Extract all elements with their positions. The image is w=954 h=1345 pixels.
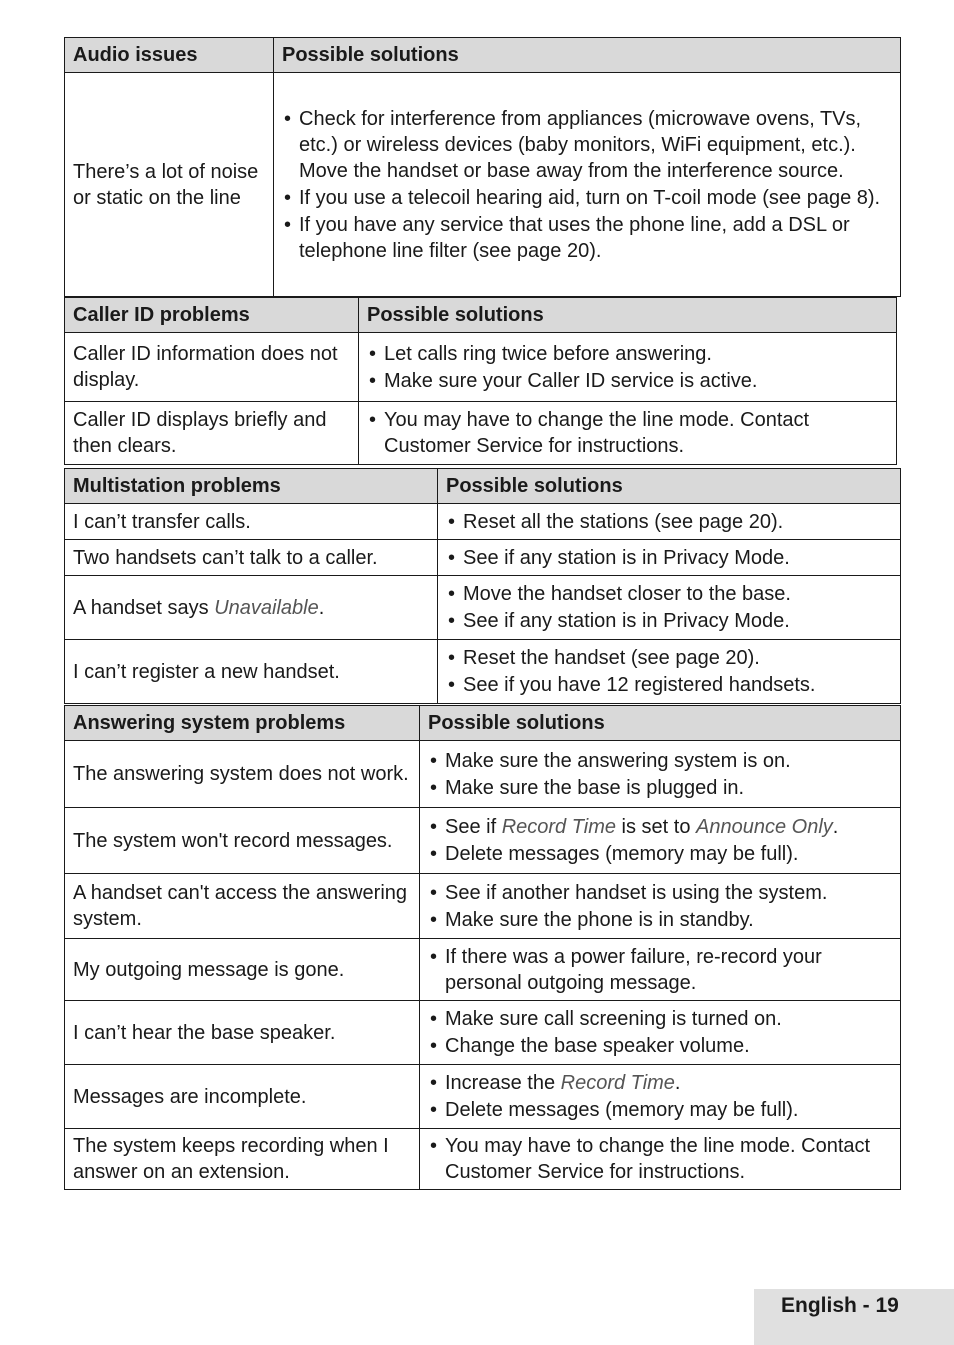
solution-text-end: .: [832, 816, 839, 838]
page-number-label: English - 19: [781, 1294, 899, 1317]
problem-cell: The system keeps recording when I answer on an extension.: [65, 1129, 420, 1190]
audio-issues-table: [64, 37, 901, 297]
solutions-list: [428, 814, 892, 867]
table-row: [65, 939, 901, 1001]
solutions-list: [428, 1133, 892, 1185]
solution-item: • Reset all the stations (see page 20).: [446, 509, 892, 535]
solution-item: • Delete messages (memory may be full).: [428, 1097, 892, 1123]
solution-item: • If there was a power failure, re-record your personal outgoing message.: [428, 944, 892, 996]
table-header-row: [65, 298, 897, 333]
problem-cell: Two handsets can’t talk to a caller.: [65, 540, 438, 576]
solutions-cell: [420, 1001, 901, 1065]
solutions-column-header: Possible solutions: [420, 706, 901, 741]
table-row: [65, 874, 901, 939]
solutions-cell: [438, 540, 901, 576]
table-row: [65, 640, 901, 704]
solutions-list: [282, 106, 892, 264]
solutions-list: [428, 944, 892, 996]
table-row: [65, 576, 901, 640]
problem-cell: A handset can't access the answering system.: [65, 874, 420, 939]
table-row: [65, 504, 901, 540]
table-header-row: [65, 38, 901, 73]
table-row: [65, 402, 897, 465]
solutions-cell: [420, 874, 901, 939]
solution-item: • You may have to change the line mode. Contact Customer Service for instructions.: [367, 407, 888, 459]
solution-item: • You may have to change the line mode. Contact Customer Service for instructions.: [428, 1133, 892, 1185]
solutions-list: [446, 645, 892, 698]
problem-cell: I can’t transfer calls.: [65, 504, 438, 540]
problem-cell: Caller ID displays briefly and then clears.: [65, 402, 359, 465]
answering-system-table: [64, 705, 901, 1190]
problem-column-header: Audio issues: [65, 38, 274, 73]
solutions-cell: [438, 640, 901, 704]
solutions-list: [446, 545, 892, 571]
problem-cell: I can’t hear the base speaker.: [65, 1001, 420, 1065]
solutions-list: [446, 581, 892, 634]
solution-item: • Make sure the phone is in standby.: [428, 907, 892, 933]
solutions-list: [428, 1006, 892, 1059]
solutions-list: [367, 341, 888, 394]
solutions-cell: [274, 73, 901, 297]
solution-item: • Move the handset closer to the base.: [446, 581, 892, 607]
solution-text: See if: [445, 816, 502, 838]
solution-item: • See if any station is in Privacy Mode.: [446, 545, 892, 571]
solution-item: • Let calls ring twice before answering.: [367, 341, 888, 367]
problem-cell: My outgoing message is gone.: [65, 939, 420, 1001]
table-header-row: [65, 706, 901, 741]
solutions-list: [367, 407, 888, 459]
table-row: [65, 1129, 901, 1190]
table-row: [65, 1001, 901, 1065]
solutions-list: [428, 1070, 892, 1123]
solution-item: • Make sure call screening is turned on.: [428, 1006, 892, 1032]
solution-item: • See if any station is in Privacy Mode.: [446, 608, 892, 634]
problem-cell: Caller ID information does not display.: [65, 333, 359, 402]
solution-item: • If you have any service that uses the phone line, add a DSL or telephone line filter (see page 20).: [282, 212, 892, 264]
solutions-column-header: Possible solutions: [438, 469, 901, 504]
solution-item: • Reset the handset (see page 20).: [446, 645, 892, 671]
problem-column-header: Caller ID problems: [65, 298, 359, 333]
solution-item: • Make sure the base is plugged in.: [428, 775, 892, 801]
solutions-cell: [420, 741, 901, 808]
solutions-cell: [420, 1065, 901, 1129]
setting-name: Record Time: [560, 1072, 675, 1094]
solution-item: • Make sure the answering system is on.: [428, 748, 892, 774]
solution-item: [428, 1070, 892, 1096]
solution-text: is set to: [616, 816, 697, 838]
table-header-row: [65, 469, 901, 504]
problem-cell: There’s a lot of noise or static on the line: [65, 73, 274, 297]
solutions-cell: [420, 1129, 901, 1190]
problem-text-end: .: [318, 596, 325, 619]
problem-cell: The system won't record messages.: [65, 808, 420, 874]
problem-column-header: Multistation problems: [65, 469, 438, 504]
table-row: [65, 540, 901, 576]
problem-text: A handset says: [73, 596, 215, 619]
solutions-cell: [438, 576, 901, 640]
problem-column-header: Answering system problems: [65, 706, 420, 741]
solution-item: • Check for interference from appliances (microwave ovens, TVs, etc.) or wireless devices (baby monitors, WiFi equipment, etc.). Move the handset or base away from the interference source.: [282, 106, 892, 184]
solution-item: • See if you have 12 registered handsets.: [446, 672, 892, 698]
solutions-cell: [420, 939, 901, 1001]
solutions-list: [428, 748, 892, 801]
table-row: [65, 1065, 901, 1129]
solutions-cell: [420, 808, 901, 874]
solutions-list: [428, 880, 892, 933]
solutions-cell: [438, 504, 901, 540]
solutions-list: [446, 509, 892, 535]
solution-item: [428, 814, 892, 840]
solution-item: • Delete messages (memory may be full).: [428, 841, 892, 867]
table-row: [65, 808, 901, 874]
table-row: [65, 741, 901, 808]
solutions-cell: [359, 333, 897, 402]
multistation-table: [64, 468, 901, 704]
problem-cell: I can’t register a new handset.: [65, 640, 438, 704]
solution-item: • If you use a telecoil hearing aid, turn on T-coil mode (see page 8).: [282, 185, 892, 211]
problem-cell: [65, 576, 438, 640]
display-term: Unavailable: [214, 596, 319, 619]
caller-id-table: [64, 297, 897, 465]
setting-value: Announce Only: [696, 816, 833, 838]
solutions-column-header: Possible solutions: [274, 38, 901, 73]
problem-cell: Messages are incomplete.: [65, 1065, 420, 1129]
setting-name: Record Time: [501, 816, 616, 838]
page-footer: [754, 1289, 954, 1345]
table-row: [65, 333, 897, 402]
solution-text: Increase the: [445, 1072, 561, 1094]
problem-cell: The answering system does not work.: [65, 741, 420, 808]
solution-item: • See if another handset is using the system.: [428, 880, 892, 906]
solutions-cell: [359, 402, 897, 465]
table-row: [65, 73, 901, 297]
solutions-column-header: Possible solutions: [359, 298, 897, 333]
solution-item: • Make sure your Caller ID service is active.: [367, 368, 888, 394]
solution-text-end: .: [674, 1072, 681, 1094]
solution-item: • Change the base speaker volume.: [428, 1033, 892, 1059]
